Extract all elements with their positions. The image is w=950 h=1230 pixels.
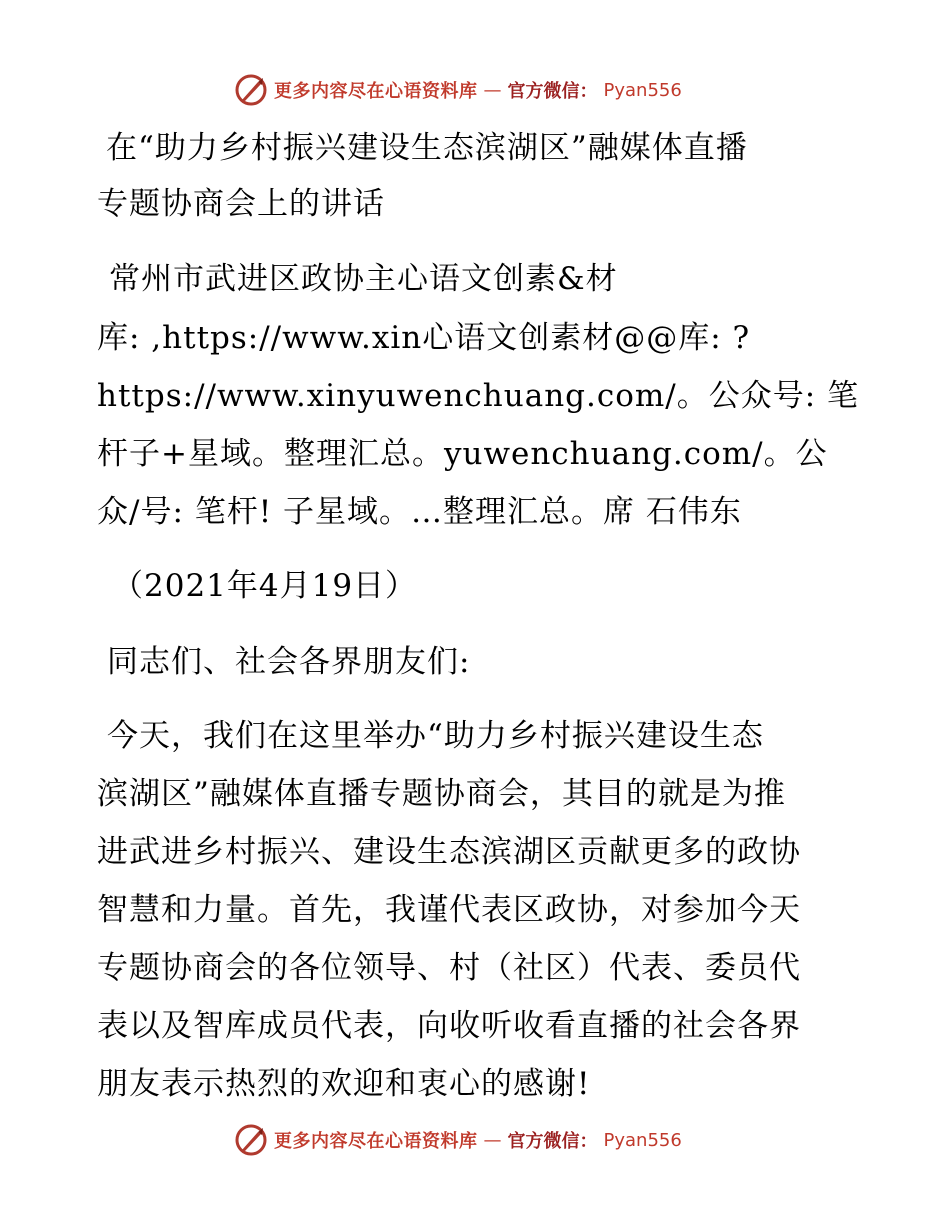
watermark-wechat-label: 官方微信：: [507, 1131, 598, 1152]
salutation: 同志们、社会各界朋友们:: [107, 644, 471, 680]
body-line-1: 今天，我们在这里举办“助力乡村振兴建设生态: [107, 718, 764, 754]
watermark-dash: —: [483, 1129, 502, 1151]
body-line-3: 进武进乡村振兴、建设生态滨湖区贡献更多的政协: [97, 834, 801, 870]
watermark-lead: 更多内容尽在心语资料库: [274, 81, 478, 102]
watermark-wechat-label: 官方微信：: [507, 81, 598, 102]
watermark-dash: —: [483, 79, 502, 101]
author-line-1: 常州市武进区政协主心语文创素&材: [109, 261, 618, 297]
body-line-6: 表以及智库成员代表，向收听收看直播的社会各界: [97, 1008, 801, 1044]
watermark-footer: [234, 1122, 682, 1158]
watermark-wechat-id: Pyan556: [603, 1129, 682, 1151]
watermark-lead: 更多内容尽在心语资料库: [274, 1131, 478, 1152]
body-line-4: 智慧和力量。首先，我谨代表区政协，对参加今天: [97, 892, 801, 928]
author-line-4: 杆子+星域。整理汇总。yuwenchuang.com/。公: [97, 436, 828, 472]
body-line-7: 朋友表示热烈的欢迎和衷心的感谢!: [97, 1066, 591, 1102]
author-line-5: 众/号: 笔杆! 子星域。…整理汇总。席 石伟东: [97, 494, 742, 530]
watermark-header: [234, 72, 682, 108]
author-line-2: 库: ,https://www.xin心语文创素材@@库: ?: [97, 320, 751, 356]
quill-pen-icon: [234, 1123, 268, 1157]
watermark-wechat-id: Pyan556: [603, 79, 682, 101]
quill-pen-icon: [234, 73, 268, 107]
document-title-line-2: 专题协商会上的讲话: [97, 186, 385, 222]
document-title-line-1: 在“助力乡村振兴建设生态滨湖区”融媒体直播: [106, 130, 748, 166]
speech-date: （2021年4月19日）: [112, 568, 418, 604]
body-line-2: 滨湖区”融媒体直播专题协商会，其目的就是为推: [97, 776, 786, 812]
author-line-3: https://www.xinyuwenchuang.com/。公众号: 笔: [97, 378, 860, 414]
body-line-5: 专题协商会的各位领导、村（社区）代表、委员代: [97, 950, 801, 986]
